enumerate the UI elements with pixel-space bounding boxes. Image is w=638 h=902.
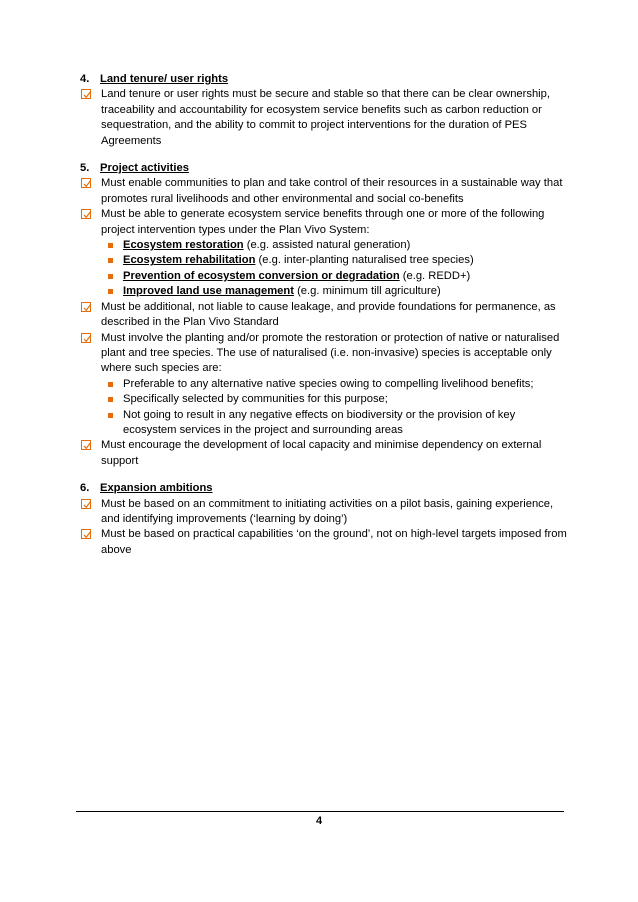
checkbox-checked-icon — [81, 529, 91, 539]
list-item: Not going to result in any negative effects on biodiversity or the provision of key ecosystem services in the project and surrounding areas — [80, 408, 570, 439]
checklist-item: Must be additional, not liable to cause leakage, and provide foundations for permanence, as described in the Plan Vivo Standard — [80, 300, 570, 331]
square-bullet-icon — [108, 243, 113, 248]
list-item: Improved land use management (e.g. minimum till agriculture) — [80, 284, 570, 299]
checkbox-checked-icon — [81, 333, 91, 343]
checklist-item: Must be based on an commitment to initiating activities on a pilot basis, gaining experience, and identifying improvements (‘learning by doing’) — [80, 497, 570, 528]
checklist-item: Must be able to generate ecosystem service benefits through one or more of the following project intervention types under the Plan Vivo System: — [80, 207, 570, 238]
section-heading: 6. Expansion ambitions — [80, 482, 213, 495]
list-item: Preferable to any alternative native species owing to compelling livelihood benefits; — [80, 377, 570, 392]
checkbox-checked-icon — [81, 440, 91, 450]
checklist-item: Must involve the planting and/or promote the restoration or protection of native or naturalised plant and tree species. The use of naturalised (i.e. non-invasive) species is acceptable only where such species are: — [80, 331, 570, 377]
list-item: Ecosystem rehabilitation (e.g. inter-planting naturalised tree species) — [80, 253, 570, 268]
list-item: Prevention of ecosystem conversion or degradation (e.g. REDD+) — [80, 269, 570, 284]
square-bullet-icon — [108, 258, 113, 263]
section-expansion-ambitions — [80, 481, 570, 558]
section-project-activities — [80, 161, 570, 469]
section-heading: 5. Project activities — [80, 162, 189, 175]
checklist-item: Land tenure or user rights must be secure and stable so that there can be clear ownership, traceability and accountability for ecosystem service benefits such as carbon reduction or sequestration, and the ability to commit to project interventions for the duration of PES Agreements — [80, 87, 570, 149]
page-number: 4 — [315, 815, 323, 827]
naturalised-species-conditions-list — [80, 377, 570, 439]
square-bullet-icon — [108, 382, 113, 387]
list-item: Ecosystem restoration (e.g. assisted natural generation) — [80, 238, 570, 253]
checkbox-checked-icon — [81, 178, 91, 188]
document-body — [80, 72, 570, 570]
checkbox-checked-icon — [81, 499, 91, 509]
list-item: Specifically selected by communities for this purpose; — [80, 392, 570, 407]
checkbox-checked-icon — [81, 209, 91, 219]
square-bullet-icon — [108, 397, 113, 402]
section-heading: 4. Land tenure/ user rights — [80, 73, 229, 85]
square-bullet-icon — [108, 289, 113, 294]
footer-divider — [76, 811, 564, 812]
square-bullet-icon — [108, 274, 113, 279]
square-bullet-icon — [108, 413, 113, 418]
checklist-item: Must encourage the development of local capacity and minimise dependency on external support — [80, 438, 570, 469]
intervention-types-list — [80, 238, 570, 300]
checklist-item: Must enable communities to plan and take control of their resources in a sustainable way that promotes rural livelihoods and other environmental and social co-benefits — [80, 176, 570, 207]
checkbox-checked-icon — [81, 302, 91, 312]
checkbox-checked-icon — [81, 89, 91, 99]
section-land-tenure — [80, 72, 570, 149]
checklist-item: Must be based on practical capabilities ‘on the ground’, not on high-level targets imposed from above — [80, 527, 570, 558]
